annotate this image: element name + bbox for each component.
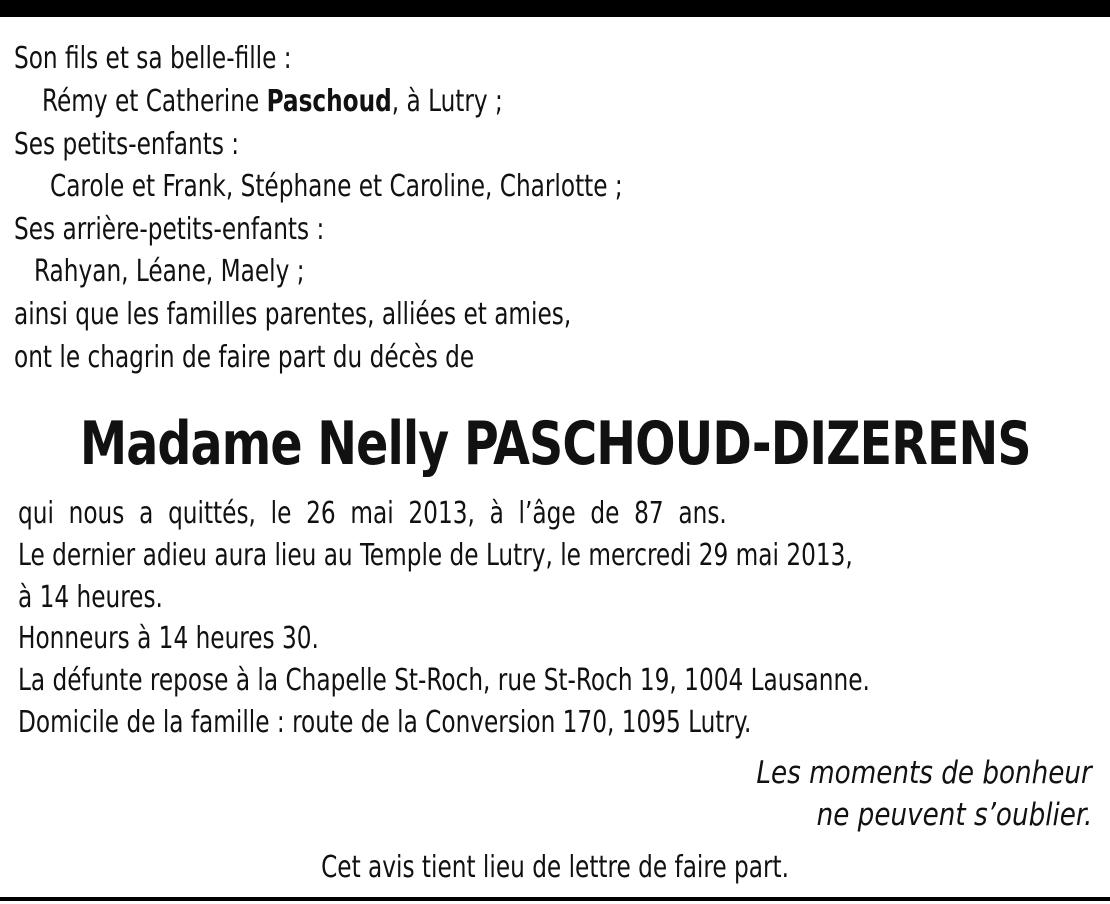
intro-line-2	[42, 81, 503, 123]
details-line-2: Le dernier adieu aura lieu au Temple de Lutry, le mercredi 29 mai 2013,	[18, 538, 853, 573]
quote-line-2: ne peuvent s’oublier.	[816, 797, 1092, 833]
bottom-rule	[0, 897, 1110, 901]
details-line-5: La défunte repose à la Chapelle St-Roch, rue St-Roch 19, 1004 Lausanne.	[18, 663, 870, 698]
intro-line-8: ont le chagrin de faire part du décès de	[14, 340, 475, 375]
intro-line-4: Carole et Frank, Stéphane et Caroline, Charlotte ;	[50, 169, 623, 204]
deceased-name-heading	[0, 406, 1110, 482]
surname-bold: Paschoud	[266, 84, 392, 119]
details-line-6: Domicile de la famille : route de la Conversion 170, 1095 Lutry.	[18, 705, 752, 740]
intro-line-6: Rahyan, Léane, Maely ;	[34, 254, 305, 289]
details-line-3: à 14 heures.	[18, 580, 163, 615]
details-line-1: qui nous a quittés, le 26 mai 2013, à l’âge de 87 ans.	[18, 496, 727, 531]
deceased-name: Madame Nelly PASCHOUD-DIZERENS	[79, 409, 1031, 479]
details-line-4: Honneurs à 14 heures 30.	[18, 621, 319, 656]
footer-note-row	[0, 847, 1110, 889]
intro-line-5: Ses arrière-petits-enfants :	[14, 212, 325, 247]
intro-line-2-text: Rémy et Catherine	[42, 84, 267, 119]
intro-line-7: ainsi que les familles parentes, alliées et amies,	[14, 297, 572, 332]
footer-note: Cet avis tient lieu de lettre de faire part.	[321, 850, 789, 885]
intro-line-3: Ses petits-enfants :	[14, 127, 240, 162]
top-rule	[0, 0, 1110, 17]
intro-line-2-place: , à Lutry ;	[391, 84, 503, 119]
quote-line-1: Les moments de bonheur	[756, 755, 1092, 791]
intro-line-1: Son fils et sa belle-fille :	[14, 41, 292, 76]
